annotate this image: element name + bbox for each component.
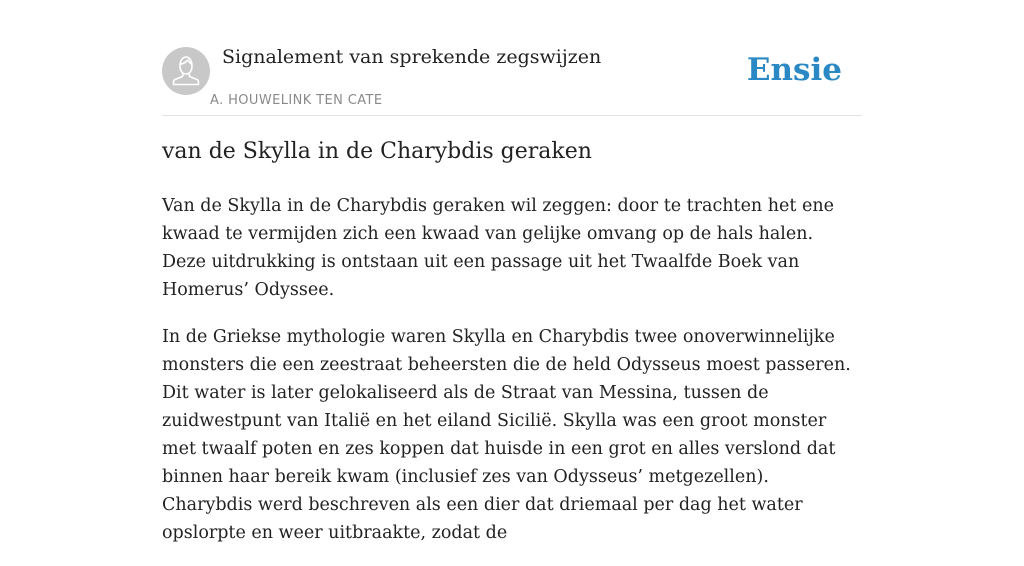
user-silhouette-icon bbox=[162, 47, 210, 95]
article-paragraph: Van de Skylla in de Charybdis geraken wil zeggen: door te trachten het ene kwaad te vermijden zich een kwaad van gelijke omvang op de hals halen. Deze uitdrukking is ontstaan uit een passage uit het Twaalfde Boek van Homerus’ Odyssee. bbox=[162, 196, 834, 300]
article-paragraph: In de Griekse mythologie waren Skylla en Charybdis twee onoverwinnelijke monsters die een zeestraat beheersten die de held Odysseus moest passeren. Dit water is later gelokaliseerd als de Straat van Messina, tussen de zuidwestpunt van Italië en het eiland Sicilië. Skylla was een groot monster met twaalf poten en zes koppen dat huisde in een grot en alles verslond dat binnen haar bereik kwam (inclusief zes van Odysseus’ metgezellen). Charybdis werd beschreven als een dier dat driemaal per dag het water opslorpte en weer uitbraakte, zodat de bbox=[162, 327, 851, 543]
author-avatar[interactable] bbox=[162, 47, 210, 95]
article-body bbox=[162, 192, 862, 566]
page-header bbox=[162, 46, 862, 116]
ensie-logo[interactable]: Ensie bbox=[746, 52, 842, 88]
article-headword: van de Skylla in de Charybdis geraken bbox=[162, 139, 592, 164]
work-title[interactable]: Signalement van sprekende zegswijzen bbox=[222, 46, 602, 68]
author-name[interactable]: A. HOUWELINK TEN CATE bbox=[210, 93, 383, 108]
